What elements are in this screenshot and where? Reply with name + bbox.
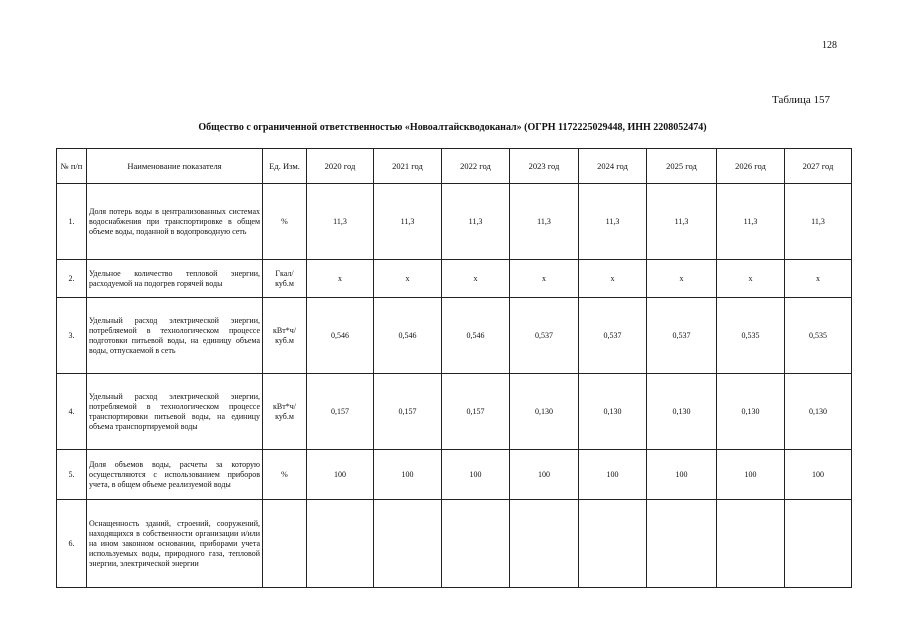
value-cell: x xyxy=(785,260,852,298)
organization-title: Общество с ограниченной ответственностью «Новоалтайскводоканал» (ОГРН 1172225029448, ИНН 2208052474) xyxy=(198,122,707,133)
table-row xyxy=(57,298,852,374)
value-cell: 100 xyxy=(374,450,442,500)
unit-cell: кВт*ч/ куб.м xyxy=(263,298,307,374)
header-name: Наименование показателя xyxy=(87,149,263,184)
value-cell: x xyxy=(647,260,717,298)
value-cell: 0,157 xyxy=(374,374,442,450)
header-row xyxy=(57,149,852,184)
value-cell: 11,3 xyxy=(374,184,442,260)
header-year: 2025 год xyxy=(647,149,717,184)
page-number: 128 xyxy=(822,40,837,51)
unit-cell: % xyxy=(263,450,307,500)
value-cell: 11,3 xyxy=(785,184,852,260)
unit-cell: Гкал/ куб.м xyxy=(263,260,307,298)
table-row xyxy=(57,450,852,500)
value-cell: 0,546 xyxy=(307,298,374,374)
value-cell: 100 xyxy=(307,450,374,500)
value-cell: 0,537 xyxy=(510,298,579,374)
value-cell: 0,537 xyxy=(579,298,647,374)
value-cell: x xyxy=(307,260,374,298)
value-cell: 11,3 xyxy=(442,184,510,260)
value-cell: 100 xyxy=(717,450,785,500)
value-cell: 0,130 xyxy=(717,374,785,450)
header-unit: Ед. Изм. xyxy=(263,149,307,184)
indicator-name: Доля объемов воды, расчеты за которую осуществляются с использованием приборов учета, в общем объеме реализуемой воды xyxy=(87,450,263,500)
table-row xyxy=(57,500,852,588)
row-num: 6. xyxy=(57,500,87,588)
row-num: 2. xyxy=(57,260,87,298)
table-row xyxy=(57,184,852,260)
value-cell xyxy=(647,500,717,588)
value-cell: 0,130 xyxy=(510,374,579,450)
value-cell: 11,3 xyxy=(647,184,717,260)
row-num: 5. xyxy=(57,450,87,500)
unit-cell: % xyxy=(263,184,307,260)
value-cell: 11,3 xyxy=(307,184,374,260)
header-year: 2027 год xyxy=(785,149,852,184)
row-num: 3. xyxy=(57,298,87,374)
table-row xyxy=(57,374,852,450)
header-year: 2021 год xyxy=(374,149,442,184)
value-cell xyxy=(307,500,374,588)
header-year: 2026 год xyxy=(717,149,785,184)
value-cell xyxy=(510,500,579,588)
indicator-name: Оснащенность зданий, строений, сооружений, находящихся в собственности организации и/или на ином законном основании, приборами учета используемых воды, природного газа, тепловой энергии, электрической энергии xyxy=(87,500,263,588)
indicators-table xyxy=(56,148,852,588)
row-num: 4. xyxy=(57,374,87,450)
value-cell: 0,546 xyxy=(374,298,442,374)
value-cell: 11,3 xyxy=(579,184,647,260)
value-cell: 0,535 xyxy=(785,298,852,374)
value-cell: 11,3 xyxy=(717,184,785,260)
value-cell: 0,130 xyxy=(647,374,717,450)
value-cell: x xyxy=(510,260,579,298)
value-cell: 100 xyxy=(647,450,717,500)
header-year: 2022 год xyxy=(442,149,510,184)
value-cell: x xyxy=(374,260,442,298)
header-year: 2020 год xyxy=(307,149,374,184)
row-num: 1. xyxy=(57,184,87,260)
value-cell xyxy=(442,500,510,588)
indicator-name: Удельное количество тепловой энергии, расходуемой на подогрев горячей воды xyxy=(87,260,263,298)
value-cell: 0,130 xyxy=(785,374,852,450)
indicator-name: Удельный расход электрической энергии, потребляемой в технологическом процессе подготовки питьевой воды, на единицу объема воды, отпускаемой в сеть xyxy=(87,298,263,374)
value-cell: 100 xyxy=(579,450,647,500)
value-cell: 100 xyxy=(510,450,579,500)
value-cell: 100 xyxy=(785,450,852,500)
value-cell: 11,3 xyxy=(510,184,579,260)
unit-cell xyxy=(263,500,307,588)
table-label: Таблица 157 xyxy=(772,94,831,106)
header-year: 2024 год xyxy=(579,149,647,184)
indicator-name: Доля потерь воды в централизованных системах водоснабжения при транспортировке в общем объеме воды, поданной в водопроводную сеть xyxy=(87,184,263,260)
value-cell xyxy=(717,500,785,588)
value-cell xyxy=(374,500,442,588)
value-cell: 100 xyxy=(442,450,510,500)
value-cell: x xyxy=(579,260,647,298)
value-cell: x xyxy=(717,260,785,298)
value-cell: 0,546 xyxy=(442,298,510,374)
table-row xyxy=(57,260,852,298)
header-num: № п/п xyxy=(57,149,87,184)
value-cell: 0,537 xyxy=(647,298,717,374)
value-cell: x xyxy=(442,260,510,298)
value-cell xyxy=(579,500,647,588)
header-year: 2023 год xyxy=(510,149,579,184)
indicator-name: Удельный расход электрической энергии, потребляемой в технологическом процессе транспортировки питьевой воды, на единицу объема транспортируемой воды xyxy=(87,374,263,450)
value-cell xyxy=(785,500,852,588)
value-cell: 0,535 xyxy=(717,298,785,374)
value-cell: 0,157 xyxy=(442,374,510,450)
value-cell: 0,130 xyxy=(579,374,647,450)
value-cell: 0,157 xyxy=(307,374,374,450)
unit-cell: кВт*ч/ куб.м xyxy=(263,374,307,450)
